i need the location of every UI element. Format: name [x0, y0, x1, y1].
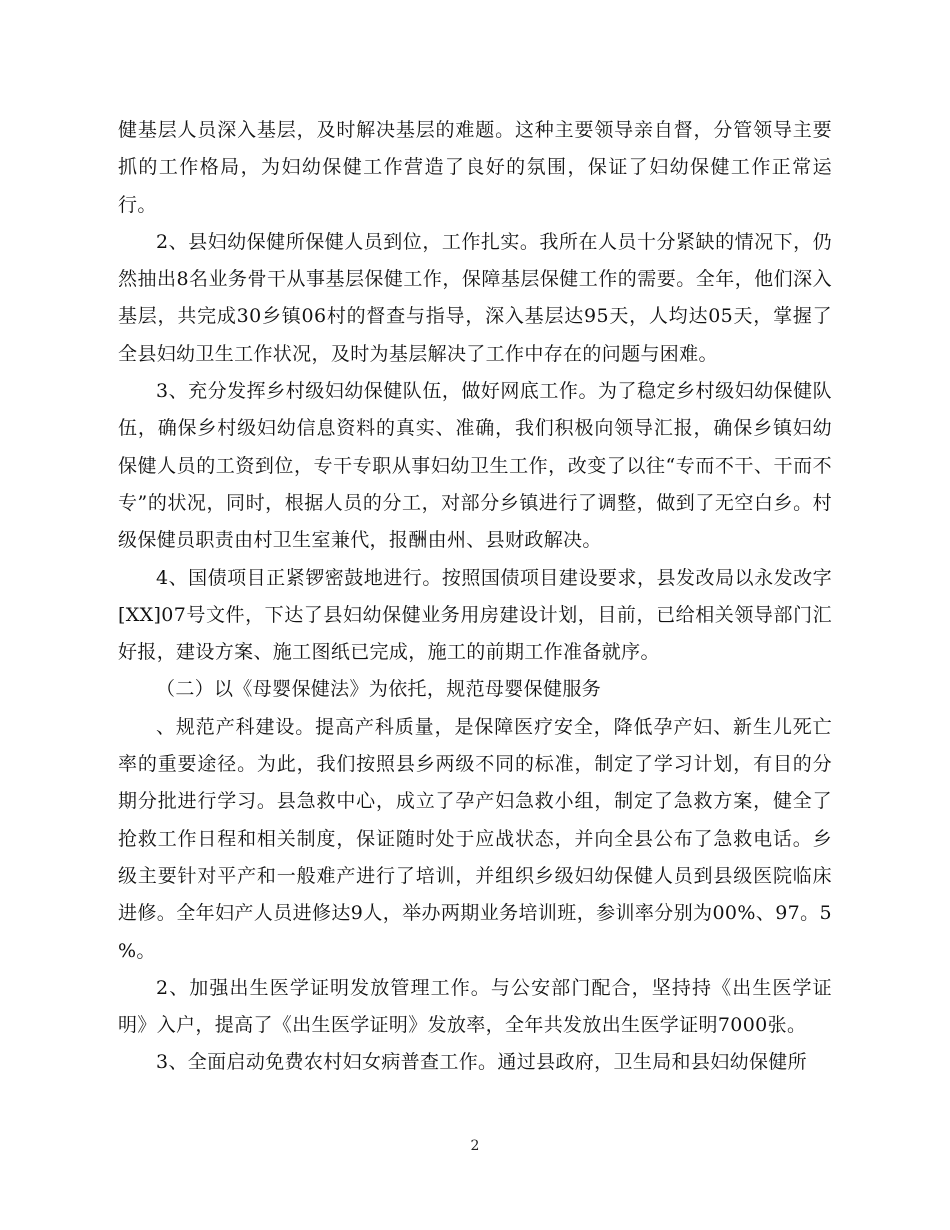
paragraph-6: 2、加强出生医学证明发放管理工作。与公安部门配合，坚持持《出生医学证明》入户，提高了《出生医学证明》发放率，全年共发放出生医学证明7000张。 [118, 976, 832, 1037]
paragraph-3: 3、充分发挥乡村级妇幼保健队伍，做好网底工作。为了稳定乡村级妇幼保健队伍，确保乡村级妇幼信息资料的真实、准确，我们积极向领导汇报，确保乡镇妇幼保健人员的工资到位，专干专职从事妇幼卫生工作，改变了以往“专而不干、干而不专”的状况，同时，根据人员的分工，对部分乡镇进行了调整，做到了无空白乡。村级保健员职责由村卫生室兼代，报酬由州、县财政解决。 [118, 380, 832, 552]
paragraph-1: 健基层人员深入基层，及时解决基层的难题。这种主要领导亲自督，分管领导主要抓的工作格局，为妇幼保健工作营造了良好的氛围，保证了妇幼保健工作正常运行。 [118, 119, 832, 216]
paragraph-5: 、规范产科建设。提高产科质量，是保障医疗安全，降低孕产妇、新生儿死亡率的重要途径。为此，我们按照县乡两级不同的标准，制定了学习计划，有目的分期分批进行学习。县急救中心，成立了孕产妇急救小组，制定了急救方案，健全了抢救工作日程和相关制度，保证随时处于应战状态，并向全县公布了急救电话。乡级主要针对平产和一般难产进行了培训，并组织乡级妇幼保健人员到县级医院临床进修。全年妇产人员进修达9人，举办两期业务培训班，参训率分别为00%、97。5 %。 [118, 715, 832, 962]
document-body [118, 112, 832, 1082]
paragraph-2: 2、县妇幼保健所保健人员到位，工作扎实。我所在人员十分紧缺的情况下，仍然抽出8名业务骨干从事基层保健工作，保障基层保健工作的需要。全年，他们深入基层，共完成30乡镇06村的督查与指导，深入基层达95天，人均达05天，掌握了全县妇幼卫生工作状况，及时为基层解决了工作中存在的问题与困难。 [118, 230, 832, 365]
page-number: 2 [470, 1138, 480, 1154]
paragraph-7: 3、全面启动免费农村妇女病普查工作。通过县政府，卫生局和县妇幼保健所 [156, 1051, 807, 1074]
section-heading: （二）以《母婴保健法》为依托，规范母婴保健服务 [156, 678, 602, 701]
paragraph-4: 4、国债项目正紧锣密鼓地进行。按照国债项目建设要求，县发改局以永发改字[XX]07号文件，下达了县妇幼保健业务用房建设计划，目前，已给相关领导部门汇好报，建设方案、施工图纸已完成，施工的前期工作准备就序。 [118, 566, 832, 664]
